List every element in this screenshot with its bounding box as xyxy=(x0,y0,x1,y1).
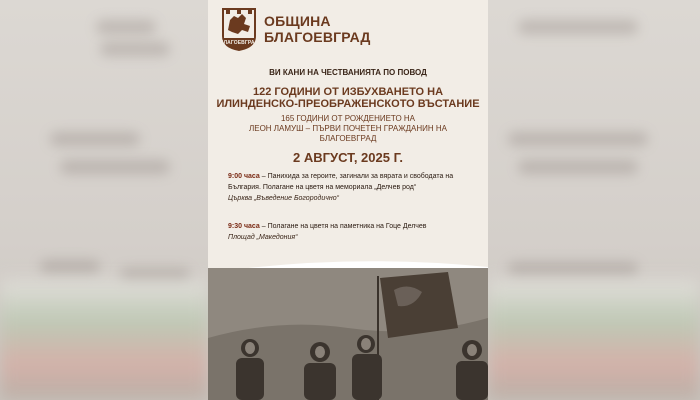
event-description: – Полагане на цветя на паметника на Гоце Делчев xyxy=(261,223,427,230)
event-description: – Панихида за героите, загинали за вярата и свободата на xyxy=(261,173,454,180)
background-right-blur xyxy=(488,0,700,400)
municipality-name xyxy=(264,13,371,45)
event-item xyxy=(228,171,476,204)
event-poster xyxy=(208,0,488,400)
subheadline-line3: БЛАГОЕВГРАД xyxy=(319,134,377,143)
headline-line1: 122 ГОДИНИ ОТ ИЗБУХВАНЕТО НА xyxy=(252,86,444,98)
event-time: 9:30 часа xyxy=(228,223,260,230)
subheadline xyxy=(208,114,488,144)
crest-caption: БЛАГОЕВГРАД xyxy=(220,40,259,46)
event-place: Площад „Македония“ xyxy=(228,234,298,241)
invitation-text: ВИ КАНИ НА ЧЕСТВАНИЯТА ПО ПОВОД xyxy=(269,68,427,77)
subheadline-line1: 165 ГОДИНИ ОТ РОЖДЕНИЕТО НА xyxy=(280,114,416,123)
event-time: 9:00 часа xyxy=(228,173,260,180)
municipality-name-line1: ОБЩИНА xyxy=(264,13,331,29)
subheadline-line2: ЛЕОН ЛАМУШ – ПЪРВИ ПОЧЕТЕН ГРАЖДАНИН НА xyxy=(248,124,448,133)
historical-photo xyxy=(208,268,488,400)
event-item xyxy=(228,221,476,243)
headline-line2: ИЛИНДЕНСКО-ПРЕОБРАЖЕНСКОТО ВЪСТАНИЕ xyxy=(216,98,480,110)
municipality-name-line2: БЛАГОЕВГРАД xyxy=(264,29,371,45)
event-date: 2 АВГУСТ, 2025 Г. xyxy=(293,150,403,165)
headline xyxy=(208,86,488,110)
municipality-brand xyxy=(220,6,371,52)
municipal-crest-icon xyxy=(220,6,258,52)
background-left-blur xyxy=(0,0,208,400)
event-place: Църква „Въведение Богородично“ xyxy=(228,195,339,202)
event-description-cont: България. Полагане на цветя на мемориала „Делчев род“ xyxy=(228,184,417,191)
